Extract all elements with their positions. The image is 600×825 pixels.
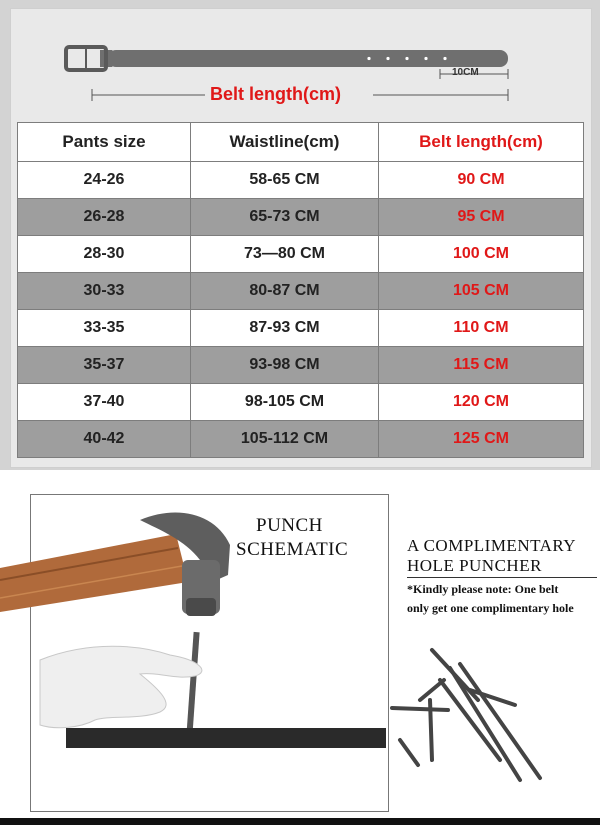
cell-belt-length: 95 CM: [379, 199, 584, 236]
note-line2: only get one complimentary hole: [407, 601, 574, 615]
title-underline: [407, 577, 597, 578]
puncher-handle: [392, 708, 448, 710]
cell-pants-size: 33-35: [18, 310, 191, 347]
cell-belt-length: 125 CM: [379, 421, 584, 458]
complimentary-title: [407, 536, 576, 576]
hole-puncher-set: [392, 650, 540, 780]
cell-pants-size: 26-28: [18, 199, 191, 236]
cell-belt-length: 120 CM: [379, 384, 584, 421]
punch-tool: [186, 632, 199, 736]
header-waistline: Waistline(cm): [191, 123, 379, 162]
note-line1: *Kindly please note: One belt: [407, 582, 559, 596]
belt-strap-bottom: [66, 728, 386, 748]
cell-pants-size: 30-33: [18, 273, 191, 310]
punch-title-line2: SCHEMATIC: [236, 539, 349, 560]
cell-waistline: 58-65 CM: [191, 162, 379, 199]
complimentary-note: [407, 580, 574, 618]
cell-pants-size: 28-30: [18, 236, 191, 273]
cell-belt-length: 115 CM: [379, 347, 584, 384]
header-belt-length: Belt length(cm): [379, 123, 584, 162]
cell-waistline: 73—80 CM: [191, 236, 379, 273]
complimentary-title-line2: HOLE PUNCHER: [407, 556, 542, 575]
cell-waistline: 65-73 CM: [191, 199, 379, 236]
hammer-handle: [0, 534, 188, 612]
cell-pants-size: 40-42: [18, 421, 191, 458]
hammer-striking-face: [186, 598, 216, 616]
cell-belt-length: 90 CM: [379, 162, 584, 199]
punch-title-line1: PUNCH: [256, 515, 323, 536]
cell-pants-size: 35-37: [18, 347, 191, 384]
cell-waistline: 80-87 CM: [191, 273, 379, 310]
cell-waistline: 105-112 CM: [191, 421, 379, 458]
cell-waistline: 98-105 CM: [191, 384, 379, 421]
cell-waistline: 93-98 CM: [191, 347, 379, 384]
header-pants-size: Pants size: [18, 123, 191, 162]
cell-waistline: 87-93 CM: [191, 310, 379, 347]
puncher: [450, 668, 520, 780]
belt-length-label: Belt length(cm): [210, 84, 342, 104]
hole-spacing-label: 10CM: [452, 67, 479, 78]
complimentary-title-line1: A COMPLIMENTARY: [407, 536, 577, 555]
punch-schematic-title: [236, 514, 348, 562]
cell-belt-length: 110 CM: [379, 310, 584, 347]
cell-pants-size: 24-26: [18, 162, 191, 199]
bottom-bar: [0, 818, 600, 825]
puncher: [400, 740, 418, 765]
puncher: [430, 700, 432, 760]
cell-belt-length: 100 CM: [379, 236, 584, 273]
cell-pants-size: 37-40: [18, 384, 191, 421]
glove-hand: [40, 646, 202, 727]
cell-belt-length: 105 CM: [379, 273, 584, 310]
